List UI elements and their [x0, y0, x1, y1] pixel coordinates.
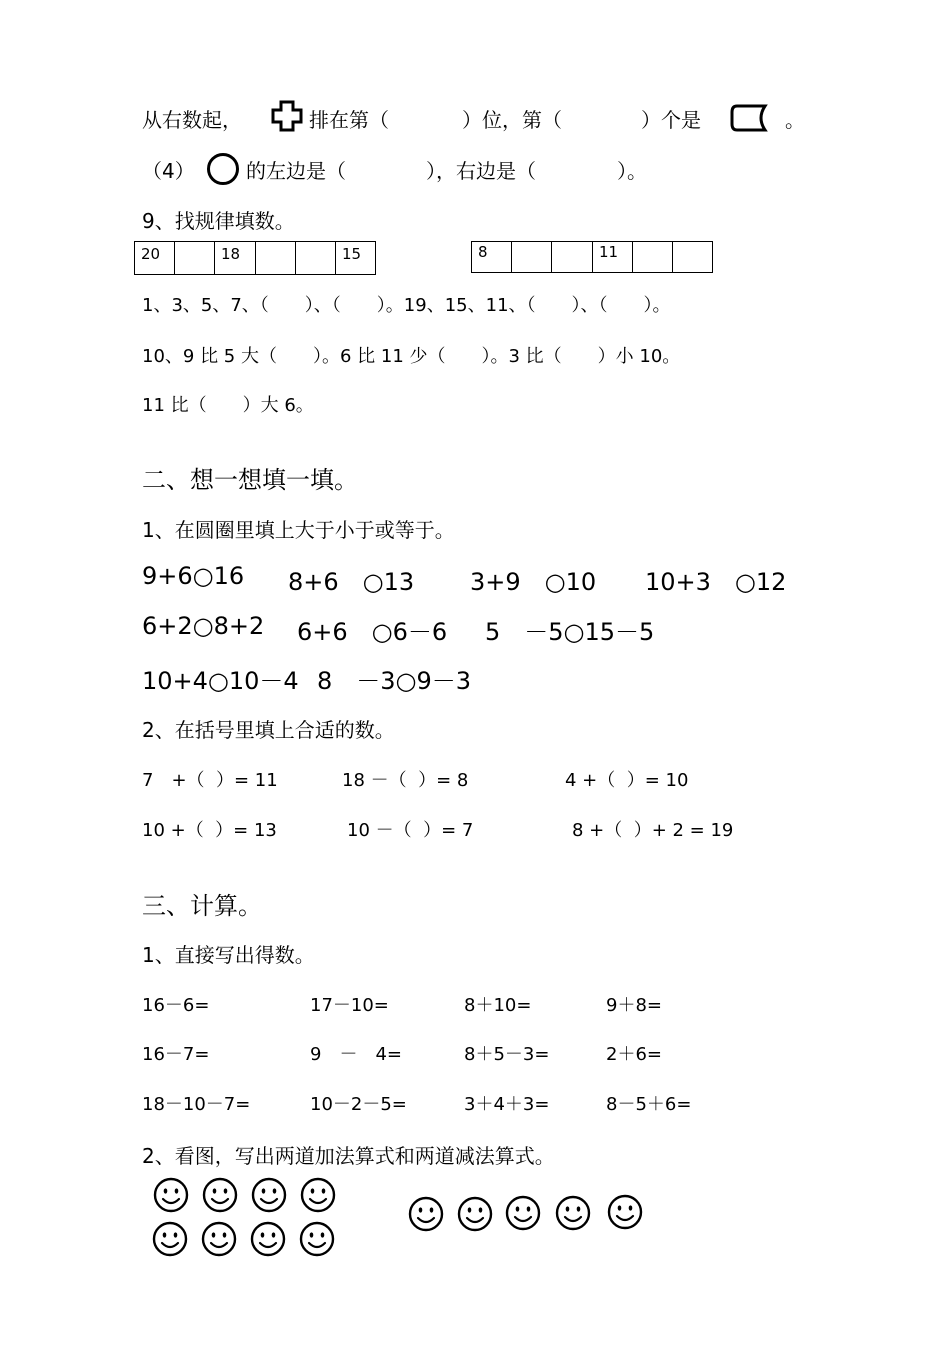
table-cell: 11: [592, 241, 633, 273]
compare-item: 10+3 ○12: [645, 568, 787, 596]
calc-item: 16－7=: [142, 1044, 210, 1065]
section2-title: 二、想一想填一填。: [142, 466, 358, 494]
fill-item: 10 －（ ）= 7: [347, 820, 474, 841]
smiley-face-icon: [155, 1179, 187, 1211]
smiley-face-icon: [557, 1197, 589, 1229]
calc-item: 8＋10=: [464, 995, 532, 1016]
compare-item: 5 －5○15－5: [485, 618, 655, 646]
smiley-face-icon: [301, 1223, 333, 1255]
section3-title: 三、计算。: [142, 892, 262, 920]
line1-mid1: 排在第（: [309, 108, 389, 132]
line2-a: 的左边是（: [246, 159, 346, 183]
calc-item: 8＋5－3=: [464, 1044, 550, 1065]
q10-line1: 10、9 比 5 大（ ）。6 比 11 少（ ）。3 比（ ）小 10。: [142, 346, 681, 367]
table-cell: 20: [134, 241, 175, 275]
line1-mid3: ）个是: [641, 108, 701, 132]
compare-item: 8 －3○9－3: [317, 667, 472, 695]
q10-line2: 11 比（ ）大 6。: [142, 395, 314, 416]
line1-prefix: 从右数起，: [142, 108, 242, 132]
smiley-face-icon: [609, 1196, 641, 1228]
calc-item: 3＋4＋3=: [464, 1094, 550, 1115]
section3-q2-title: 2、看图，写出两道加法算式和两道减法算式。: [142, 1144, 555, 1168]
compare-item: 10+4○10－4: [142, 667, 299, 695]
fill-item: 7 +（ ）= 11: [142, 770, 278, 791]
calc-item: 18－10－7=: [142, 1094, 251, 1115]
compare-item: 9+6○16: [142, 562, 245, 590]
calc-item: 17－10=: [310, 995, 389, 1016]
section2-q2-title: 2、在括号里填上合适的数。: [142, 718, 395, 742]
table-cell: 18: [214, 241, 256, 275]
smiley-group-a: [154, 1179, 334, 1255]
fill-item: 8 +（ ）+ 2 = 19: [572, 820, 734, 841]
smiley-face-icon: [507, 1197, 539, 1229]
smiley-face-icon: [253, 1179, 285, 1211]
line2-c: ）。: [617, 159, 647, 183]
section3-q1-title: 1、直接写出得数。: [142, 943, 315, 967]
smiley-face-icon: [154, 1223, 186, 1255]
calc-item: 2＋6=: [606, 1044, 662, 1065]
smiley-face-icon: [204, 1179, 236, 1211]
fill-item: 10 +（ ）= 13: [142, 820, 277, 841]
compare-item: 6+6 ○6－6: [297, 618, 448, 646]
compare-item: 3+9 ○10: [470, 568, 597, 596]
calc-item: 16－6=: [142, 995, 210, 1016]
table-cell: 15: [335, 241, 376, 275]
line2-number: （4）: [142, 159, 195, 183]
calc-item: 8－5＋6=: [606, 1094, 692, 1115]
q9-sequence: 1、3、5、7、（ ）、（ ）。19、15、11、（ ）、（ ）。: [142, 295, 671, 316]
fill-item: 4 +（ ）= 10: [565, 770, 689, 791]
calc-item: 9＋8=: [606, 995, 662, 1016]
smiley-face-icon: [252, 1223, 284, 1255]
line1-end: 。: [785, 108, 805, 132]
section2-q1-title: 1、在圆圈里填上大于小于或等于。: [142, 518, 455, 542]
fill-item: 18 －（ ）= 8: [342, 770, 469, 791]
smiley-face-icon: [302, 1179, 334, 1211]
q9-title: 9、找规律填数。: [142, 209, 295, 233]
line1-mid2: ）位，第（: [462, 108, 562, 132]
smiley-face-icon: [203, 1223, 235, 1255]
compare-item: 6+2○8+2: [142, 612, 265, 640]
smiley-group-b: [410, 1196, 641, 1230]
smiley-face-icon: [459, 1198, 491, 1230]
calc-item: 9 － 4=: [310, 1044, 402, 1065]
calc-item: 10－2－5=: [310, 1094, 407, 1115]
compare-item: 8+6 ○13: [288, 568, 415, 596]
table-cell: 8: [471, 241, 512, 273]
smiley-face-icon: [410, 1198, 442, 1230]
line2-b: ），右边是（: [426, 159, 536, 183]
